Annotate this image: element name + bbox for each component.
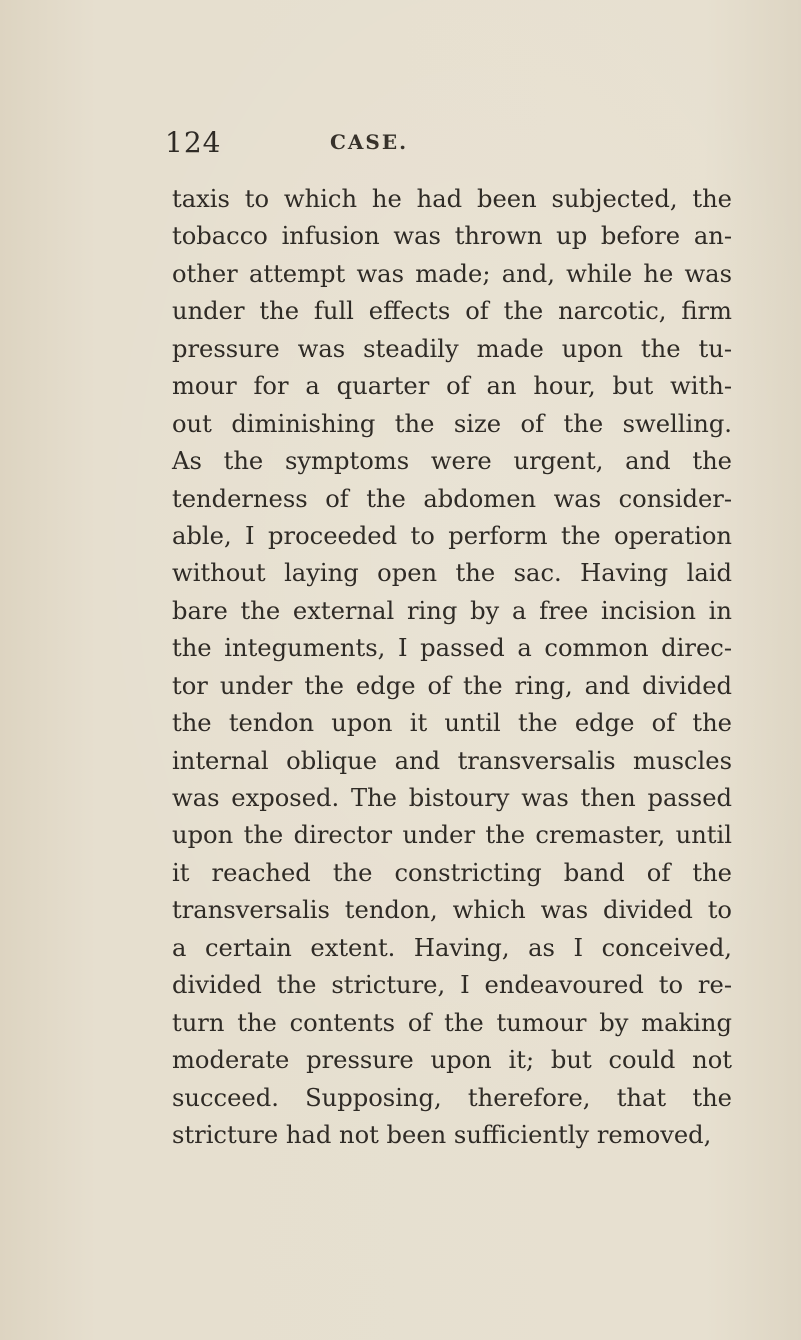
text-line: stricture had not been sufficiently removed, [172,1120,712,1149]
text-line: internal oblique and transversalis muscles [172,746,732,775]
text-line: mour for a quarter of an hour, but with- [172,372,732,401]
text-line: pressure was steadily made upon the tu- [172,334,732,363]
running-title: CASE. [330,130,409,154]
text-line: bare the external ring by a free incision in [172,596,732,625]
text-line: tor under the edge of the ring, and divided [172,671,732,700]
text-line: a certain extent. Having, as I conceived, [172,933,732,962]
text-line: able, I proceeded to perform the operation [172,521,732,550]
text-line: succeed. Supposing, therefore, that the [172,1083,732,1112]
text-line: moderate pressure upon it; but could not [172,1046,732,1075]
text-line: As the symptoms were urgent, and the [172,447,732,476]
text-line: divided the stricture, I endeavoured to re- [172,971,732,1000]
text-line: tobacco infusion was thrown up before an- [172,222,732,251]
page-number: 124 [165,126,222,159]
text-line: other attempt was made; and, while he was [172,259,732,288]
body-text [172,181,732,1154]
text-line: taxis to which he had been subjected, the [172,185,732,213]
text-line: turn the contents of the tumour by making [172,1008,732,1037]
text-line: was exposed. The bistoury was then passed [172,784,732,812]
text-line: without laying open the sac. Having laid [172,559,732,588]
text-line: the integuments, I passed a common direc- [172,634,732,663]
text-line: it reached the constricting band of the [172,858,732,887]
text-line: the tendon upon it until the edge of the [172,709,732,738]
text-line: transversalis tendon, which was divided to [172,896,732,925]
text-line: upon the director under the cremaster, until [172,821,732,850]
text-line: under the full effects of the narcotic, firm [172,297,732,326]
text-line: tenderness of the abdomen was consider- [172,484,732,513]
text-line: out diminishing the size of the swelling. [172,409,732,438]
running-head [165,126,485,166]
